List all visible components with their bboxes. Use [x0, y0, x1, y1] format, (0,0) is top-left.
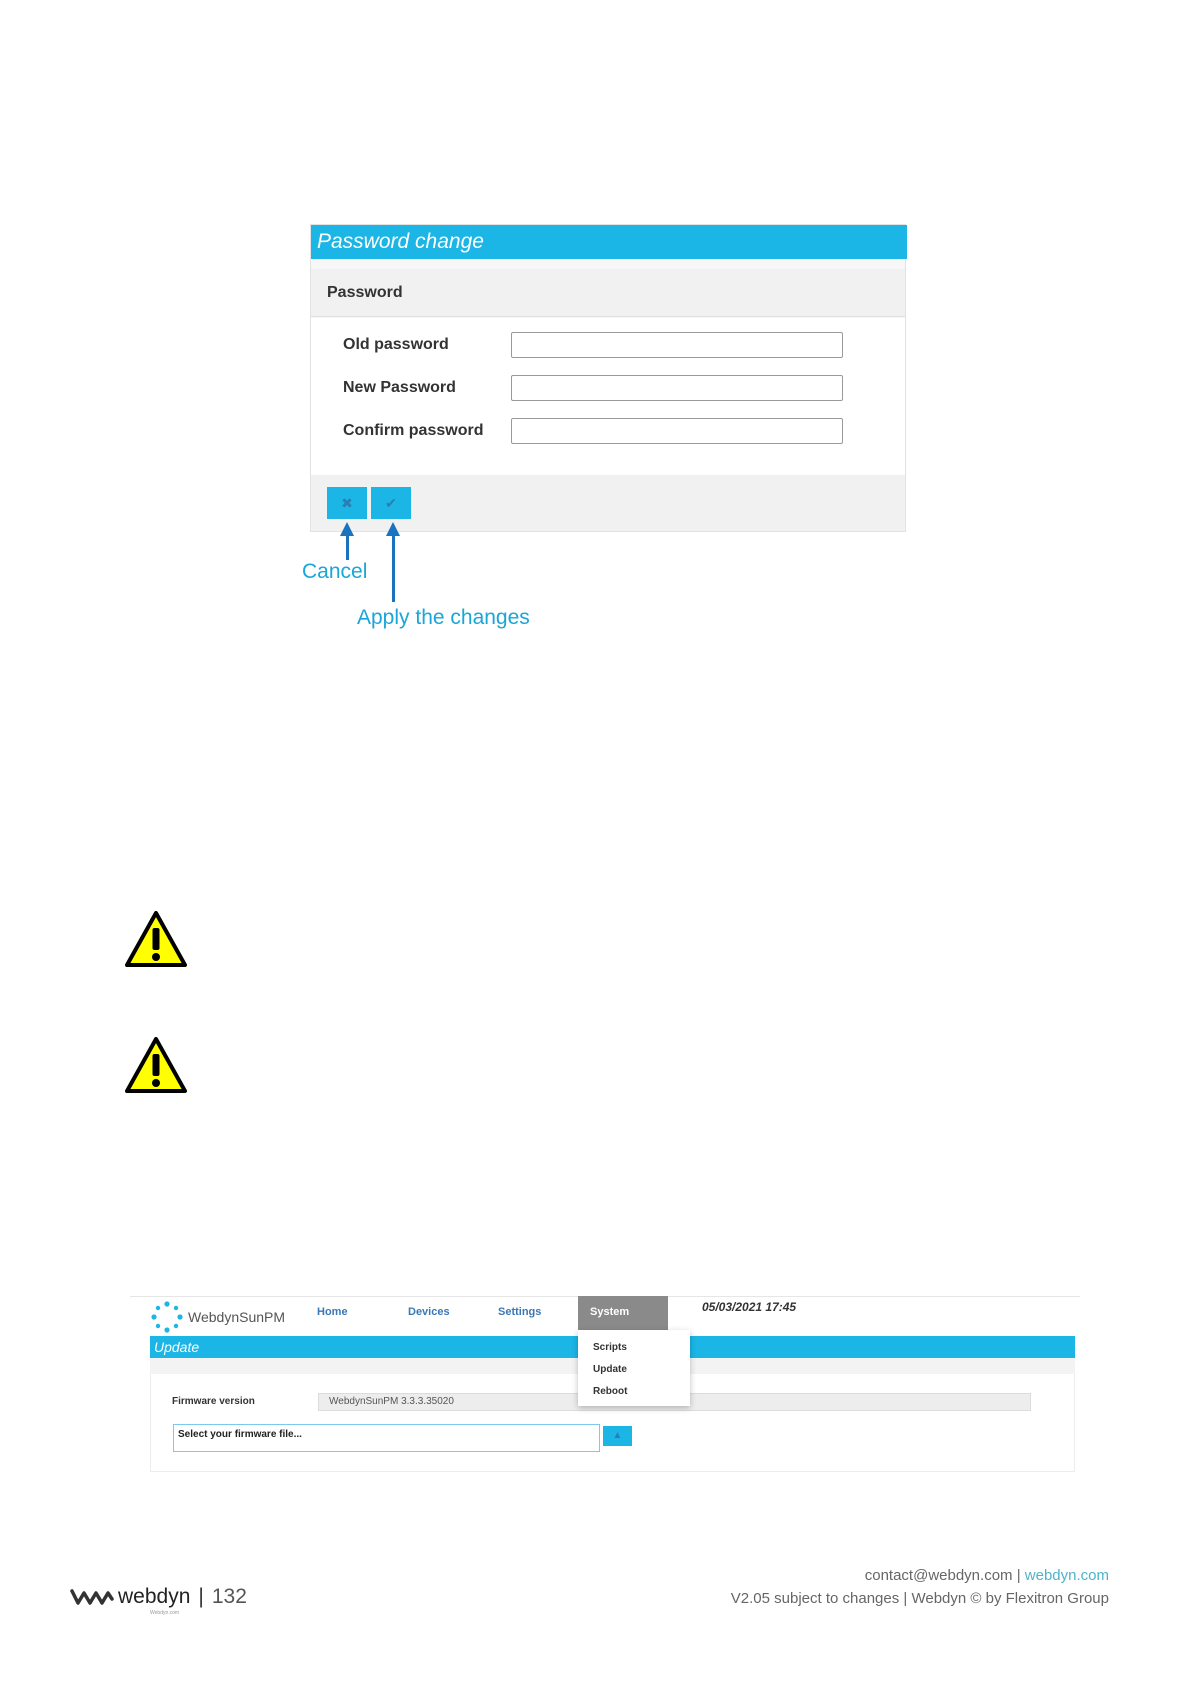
- firmware-version-value: WebdynSunPM 3.3.3.35020: [318, 1393, 1031, 1411]
- password-change-panel: [310, 224, 906, 532]
- brand-logo[interactable]: [150, 1300, 285, 1334]
- confirm-password-input[interactable]: [511, 418, 843, 444]
- company-text: Webdyn © by Flexitron Group: [911, 1590, 1109, 1607]
- update-title-bar: Update: [150, 1336, 1075, 1358]
- section-header: Password: [311, 269, 905, 317]
- old-password-input[interactable]: [511, 332, 843, 358]
- cancel-annotation: Cancel: [302, 560, 368, 583]
- warning-icon: [124, 1036, 188, 1094]
- new-password-input[interactable]: [511, 375, 843, 401]
- cancel-button[interactable]: [327, 487, 367, 519]
- datetime: 05/03/2021 17:45: [702, 1300, 797, 1314]
- apply-annotation: Apply the changes: [357, 606, 530, 629]
- footer-brand-sub: Webdyn.com: [150, 1610, 180, 1616]
- menu-item-scripts[interactable]: Scripts: [593, 1342, 627, 1353]
- footer-brand: webdyn: [118, 1585, 191, 1608]
- website-link[interactable]: webdyn.com: [1024, 1567, 1109, 1584]
- cancel-arrow-shaft: [346, 534, 349, 560]
- confirm-password-label: Confirm password: [343, 422, 484, 439]
- footer-version-line: [731, 1587, 1109, 1610]
- menu-item-reboot[interactable]: Reboot: [593, 1386, 628, 1397]
- warning-icon: [124, 910, 188, 968]
- nav-settings[interactable]: Settings: [498, 1306, 542, 1318]
- new-password-label: New Password: [343, 379, 456, 396]
- firmware-file-input[interactable]: Select your firmware file...: [173, 1424, 600, 1452]
- nav-home[interactable]: Home: [317, 1306, 348, 1318]
- apply-arrow-shaft: [392, 534, 395, 602]
- password-form: [311, 318, 905, 475]
- confirm-password-row: [343, 416, 883, 446]
- update-screenshot: [130, 1296, 1080, 1476]
- menu-item-update[interactable]: Update: [593, 1364, 627, 1375]
- contact-email[interactable]: contact@webdyn.com: [864, 1567, 1013, 1584]
- old-password-label: Old password: [343, 336, 449, 353]
- firmware-version-label: Firmware version: [172, 1396, 255, 1407]
- upload-icon: ▲: [612, 1430, 623, 1441]
- nav-system[interactable]: System: [578, 1296, 668, 1330]
- apply-button[interactable]: [371, 487, 411, 519]
- footer-separator: |: [903, 1590, 912, 1607]
- panel-title: Password change: [311, 225, 907, 259]
- nav-devices[interactable]: Devices: [408, 1306, 450, 1318]
- footer-separator: |: [198, 1585, 204, 1608]
- webdyn-logo-icon: [70, 1587, 114, 1607]
- check-icon: ✔: [385, 495, 397, 511]
- footer-separator: |: [1016, 1567, 1025, 1584]
- system-dropdown-menu: [578, 1330, 690, 1406]
- upload-button[interactable]: [603, 1426, 632, 1446]
- sun-logo-icon: [150, 1300, 184, 1334]
- footer-contact-line: [731, 1564, 1109, 1587]
- brand-name: WebdynSunPM: [188, 1309, 286, 1325]
- new-password-row: [343, 373, 883, 403]
- footer-info: [731, 1564, 1109, 1610]
- old-password-row: [343, 330, 883, 360]
- page-number: 132: [211, 1585, 247, 1608]
- footer-logo: [70, 1582, 247, 1612]
- version-text: V2.05 subject to changes: [730, 1590, 900, 1607]
- close-icon: ✖: [341, 495, 353, 511]
- panel-footer: [311, 475, 905, 531]
